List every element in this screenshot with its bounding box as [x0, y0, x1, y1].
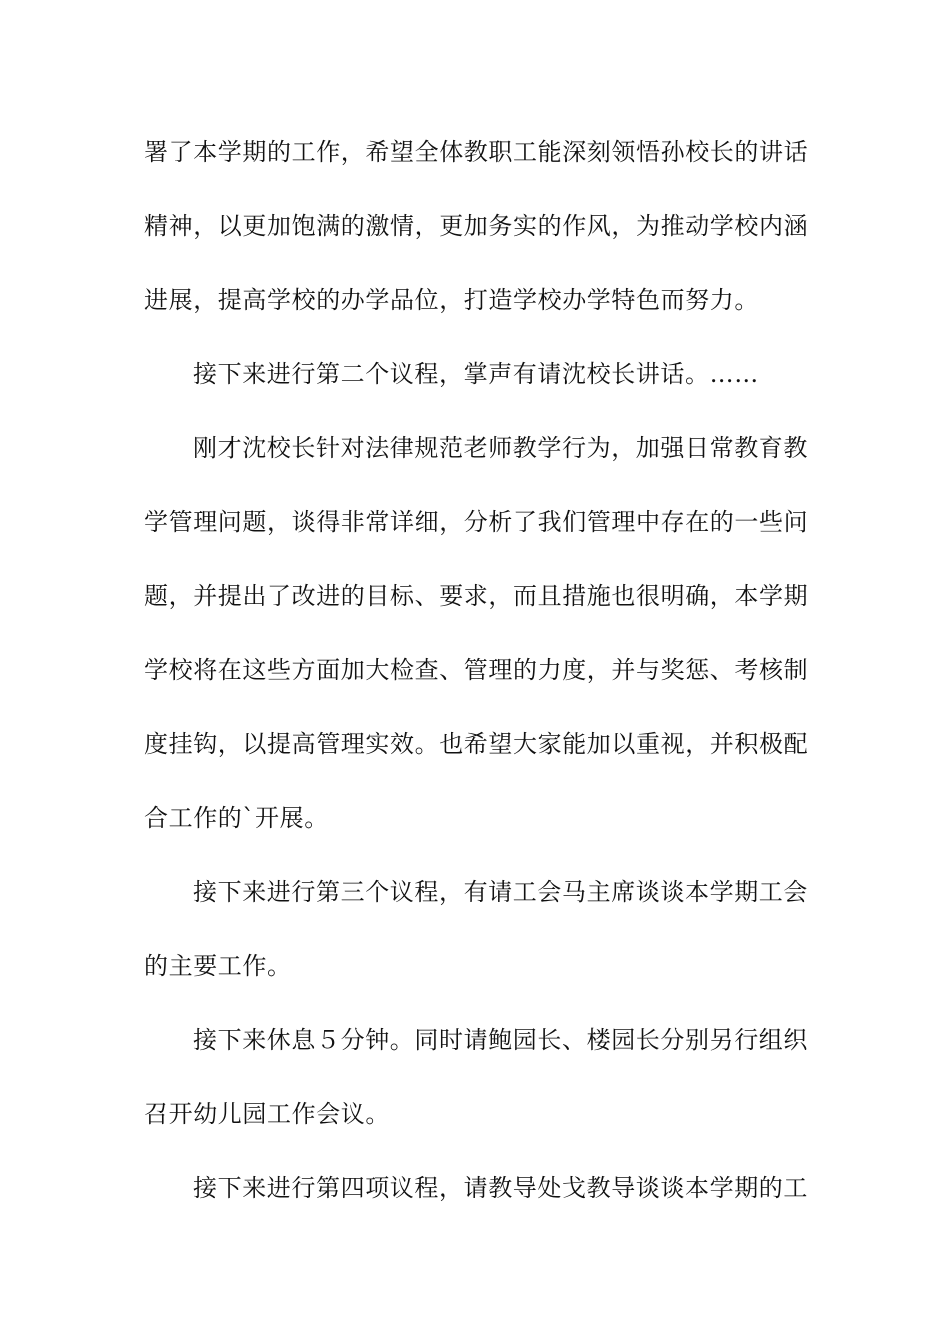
text-line: 学校将在这些方面加大检查、管理的力度，并与奖惩、考核制 — [144, 656, 809, 684]
text-line: 进展，提高学校的办学品位，打造学校办学特色而努力。 — [144, 286, 759, 314]
text-line: 召开幼儿园工作会议。 — [144, 1100, 390, 1128]
text-line: 精神，以更加饱满的激情，更加务实的作风，为推动学校内涵 — [144, 212, 809, 240]
text-line: 合工作的`开展。 — [144, 804, 329, 832]
paragraph-start-line: 接下来进行第三个议程，有请工会马主席谈谈本学期工会 — [193, 878, 808, 906]
text-line: 度挂钩，以提高管理实效。也希望大家能加以重视，并积极配 — [144, 730, 809, 758]
text-line: 题，并提出了改进的目标、要求，而且措施也很明确，本学期 — [144, 582, 809, 610]
text-line: 署了本学期的工作，希望全体教职工能深刻领悟孙校长的讲话 — [144, 138, 809, 166]
text-line: 的主要工作。 — [144, 952, 292, 980]
text-line: 学管理问题，谈得非常详细，分析了我们管理中存在的一些问 — [144, 508, 809, 536]
paragraph-start-line: 刚才沈校长针对法律规范老师教学行为，加强日常教育教 — [193, 434, 808, 462]
paragraph-start-line: 接下来进行第四项议程，请教导处戈教导谈谈本学期的工 — [193, 1174, 808, 1202]
paragraph-start-line: 接下来进行第二个议程，掌声有请沈校长讲话。…… — [193, 360, 759, 388]
paragraph-start-line: 接下来休息５分钟。同时请鲍园长、楼园长分别另行组织 — [193, 1026, 808, 1054]
